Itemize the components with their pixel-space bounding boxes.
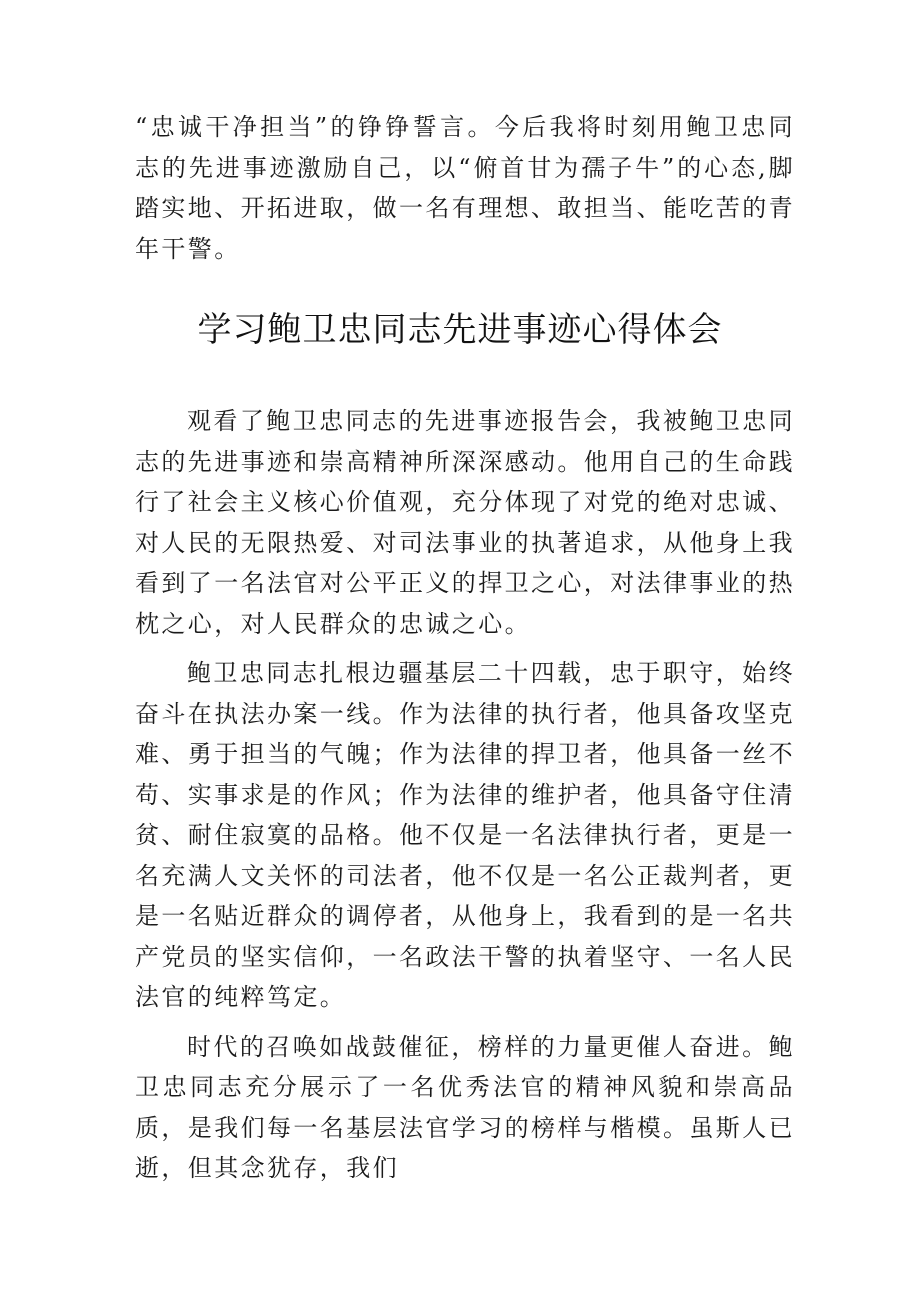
article-body — [135, 401, 795, 1189]
paragraph-1: 观看了鲍卫忠同志的先进事迹报告会，我被鲍卫忠同志的先进事迹和崇高精神所深深感动。他用自己的生命践行了社会主义核心价值观，充分体现了对党的绝对忠诚、对人民的无限热爱、对司法事业的执著追求，从他身上我看到了一名法官对公平正义的捍卫之心，对法律事业的热枕之心，对人民群众的忠诚之心。 — [135, 407, 795, 638]
article-title: 学习鲍卫忠同志先进事迹心得体会 — [197, 310, 723, 350]
paragraph-3: 时代的召唤如战鼓催征，榜样的力量更催人奋进。鲍卫忠同志充分展示了一名优秀法官的精神风貌和崇高品质，是我们每一名基层法官学习的榜样与楷模。虽斯人已逝，但其念犹存，我们 — [135, 1032, 795, 1182]
continued-paragraph: “忠诚干净担当”的铮铮誓言。今后我将时刻用鲍卫忠同志的先进事迹激励自己，以“俯首甘为孺子牛”的心态,脚踏实地、开拓进取，做一名有理想、敢担当、能吃苦的青年干警。 — [135, 113, 795, 263]
continued-paragraph-block — [135, 107, 795, 269]
paragraph-2: 鲍卫忠同志扎根边疆基层二十四载，忠于职守，始终奋斗在执法办案一线。作为法律的执行者，他具备攻坚克难、勇于担当的气魄；作为法律的捍卫者，他具备一丝不苟、实事求是的作风；作为法律的维护者，他具备守住清贫、耐住寂寞的品格。他不仅是一名法律执行者，更是一名充满人文关怀的司法者，他不仅是一名公正裁判者，更是一名贴近群众的调停者，从他身上，我看到的是一名共产党员的坚实信仰，一名政法干警的执着坚守、一名人民法官的纯粹笃定。 — [135, 659, 795, 1011]
